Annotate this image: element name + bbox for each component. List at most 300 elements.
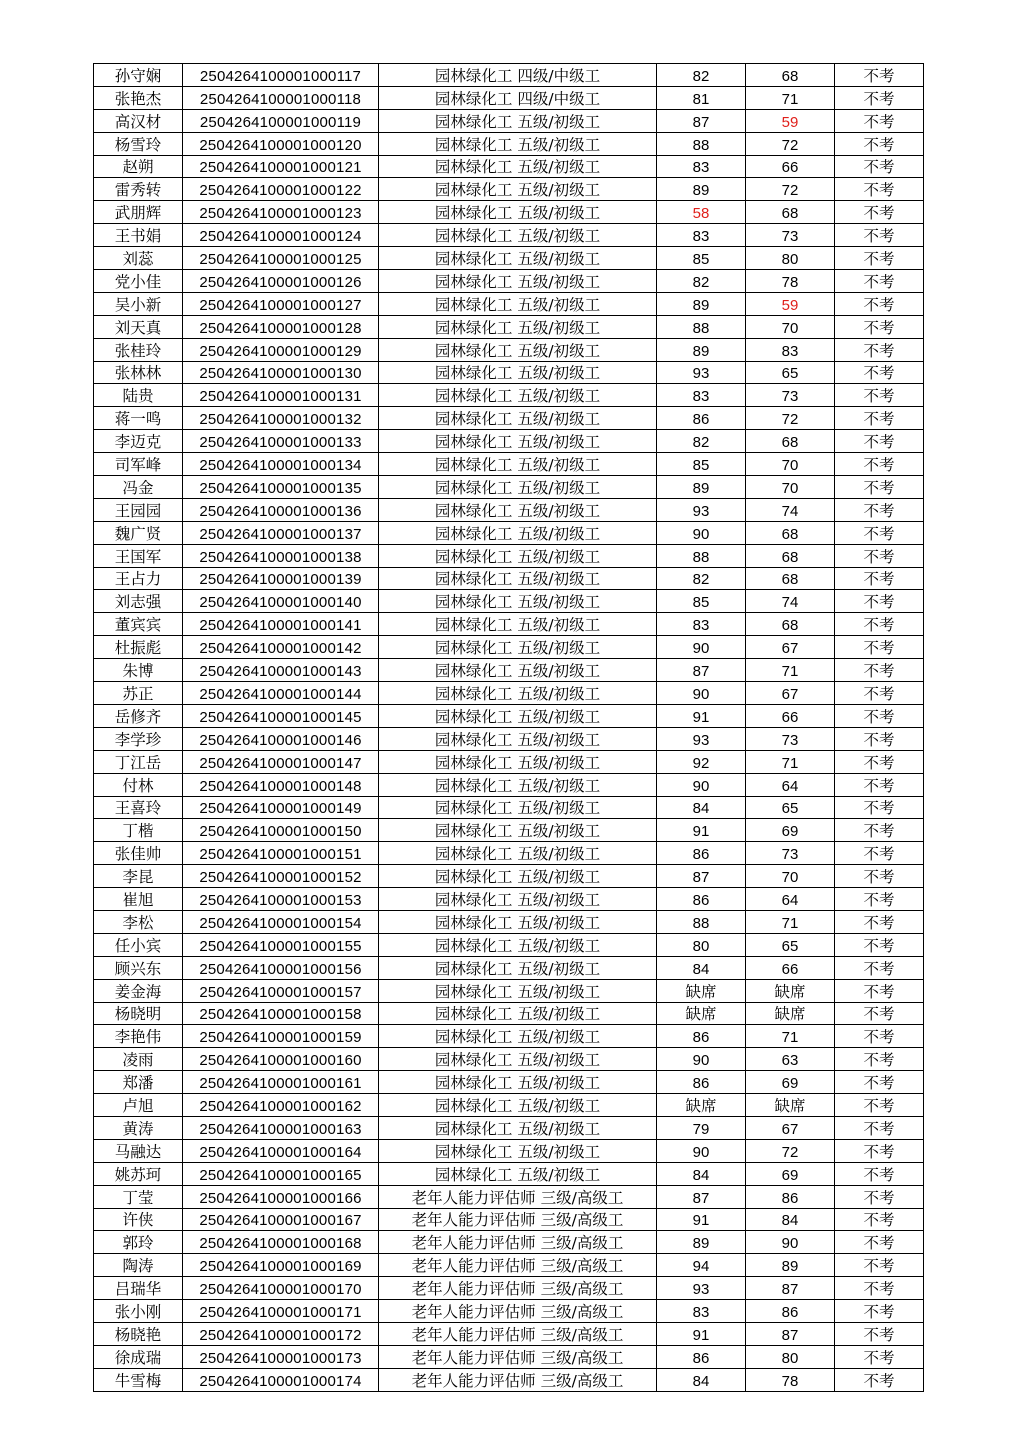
theory-score-cell: 缺席: [657, 1002, 746, 1025]
exam-id-cell: 2504264100001000145: [183, 704, 379, 727]
practical-score-cell: 68: [746, 64, 835, 87]
theory-score-cell: 81: [657, 86, 746, 109]
table-row: [94, 430, 924, 453]
occupation-level-cell: 园林绿化工 五级/初级工: [379, 910, 657, 933]
theory-score-cell: 84: [657, 1368, 746, 1391]
name-cell: 丁江岳: [94, 750, 183, 773]
practical-score-cell: 73: [746, 384, 835, 407]
name-cell: 王喜玲: [94, 796, 183, 819]
theory-score-cell: 92: [657, 750, 746, 773]
practical-score-cell: 86: [746, 1185, 835, 1208]
theory-score-cell: 86: [657, 1025, 746, 1048]
theory-score-cell: 86: [657, 888, 746, 911]
practical-score-cell: 70: [746, 865, 835, 888]
name-cell: 刘志强: [94, 590, 183, 613]
occupation-level-cell: 园林绿化工 五级/初级工: [379, 338, 657, 361]
theory-score-cell: 86: [657, 407, 746, 430]
name-cell: 吕瑞华: [94, 1277, 183, 1300]
remark-cell: 不考: [835, 1231, 924, 1254]
table-row: [94, 1208, 924, 1231]
name-cell: 刘天真: [94, 315, 183, 338]
table-body: [94, 64, 924, 1392]
exam-id-cell: 2504264100001000117: [183, 64, 379, 87]
occupation-level-cell: 园林绿化工 五级/初级工: [379, 1139, 657, 1162]
remark-cell: 不考: [835, 750, 924, 773]
practical-score-cell: 71: [746, 659, 835, 682]
remark-cell: 不考: [835, 659, 924, 682]
name-cell: 杨雪玲: [94, 132, 183, 155]
occupation-level-cell: 园林绿化工 五级/初级工: [379, 155, 657, 178]
name-cell: 李艳伟: [94, 1025, 183, 1048]
practical-score-cell: 65: [746, 933, 835, 956]
practical-score-cell: 83: [746, 338, 835, 361]
theory-score-cell: 88: [657, 910, 746, 933]
remark-cell: 不考: [835, 453, 924, 476]
exam-id-cell: 2504264100001000130: [183, 361, 379, 384]
remark-cell: 不考: [835, 1071, 924, 1094]
exam-id-cell: 2504264100001000154: [183, 910, 379, 933]
theory-score-cell: 87: [657, 1185, 746, 1208]
name-cell: 赵朔: [94, 155, 183, 178]
remark-cell: 不考: [835, 773, 924, 796]
remark-cell: 不考: [835, 384, 924, 407]
name-cell: 郭玲: [94, 1231, 183, 1254]
name-cell: 张艳杰: [94, 86, 183, 109]
occupation-level-cell: 园林绿化工 五级/初级工: [379, 1162, 657, 1185]
exam-id-cell: 2504264100001000163: [183, 1116, 379, 1139]
score-table: [93, 63, 924, 1392]
name-cell: 张小刚: [94, 1300, 183, 1323]
remark-cell: 不考: [835, 567, 924, 590]
occupation-level-cell: 老年人能力评估师 三级/高级工: [379, 1254, 657, 1277]
exam-id-cell: 2504264100001000129: [183, 338, 379, 361]
occupation-level-cell: 园林绿化工 五级/初级工: [379, 315, 657, 338]
table-row: [94, 201, 924, 224]
exam-id-cell: 2504264100001000160: [183, 1048, 379, 1071]
occupation-level-cell: 园林绿化工 五级/初级工: [379, 430, 657, 453]
practical-score-cell: 73: [746, 842, 835, 865]
name-cell: 牛雪梅: [94, 1368, 183, 1391]
exam-id-cell: 2504264100001000143: [183, 659, 379, 682]
remark-cell: 不考: [835, 1300, 924, 1323]
practical-score-cell: 71: [746, 86, 835, 109]
name-cell: 苏正: [94, 682, 183, 705]
practical-score-cell: 65: [746, 796, 835, 819]
occupation-level-cell: 老年人能力评估师 三级/高级工: [379, 1231, 657, 1254]
occupation-level-cell: 园林绿化工 五级/初级工: [379, 453, 657, 476]
name-cell: 顾兴东: [94, 956, 183, 979]
exam-id-cell: 2504264100001000157: [183, 979, 379, 1002]
practical-score-cell: 68: [746, 544, 835, 567]
exam-id-cell: 2504264100001000133: [183, 430, 379, 453]
exam-id-cell: 2504264100001000150: [183, 819, 379, 842]
practical-score-cell: 80: [746, 1345, 835, 1368]
remark-cell: 不考: [835, 544, 924, 567]
table-row: [94, 567, 924, 590]
occupation-level-cell: 老年人能力评估师 三级/高级工: [379, 1208, 657, 1231]
table-row: [94, 155, 924, 178]
occupation-level-cell: 园林绿化工 五级/初级工: [379, 590, 657, 613]
occupation-level-cell: 园林绿化工 五级/初级工: [379, 292, 657, 315]
name-cell: 杨晓明: [94, 1002, 183, 1025]
theory-score-cell: 85: [657, 453, 746, 476]
table-row: [94, 613, 924, 636]
occupation-level-cell: 老年人能力评估师 三级/高级工: [379, 1345, 657, 1368]
table-row: [94, 1231, 924, 1254]
theory-score-cell: 83: [657, 1300, 746, 1323]
table-row: [94, 1002, 924, 1025]
remark-cell: 不考: [835, 178, 924, 201]
occupation-level-cell: 园林绿化工 五级/初级工: [379, 384, 657, 407]
occupation-level-cell: 园林绿化工 五级/初级工: [379, 659, 657, 682]
theory-score-cell: 90: [657, 1048, 746, 1071]
occupation-level-cell: 园林绿化工 四级/中级工: [379, 86, 657, 109]
occupation-level-cell: 园林绿化工 五级/初级工: [379, 476, 657, 499]
table-row: [94, 933, 924, 956]
table-row: [94, 86, 924, 109]
table-row: [94, 1094, 924, 1117]
occupation-level-cell: 园林绿化工 五级/初级工: [379, 270, 657, 293]
remark-cell: 不考: [835, 727, 924, 750]
name-cell: 武朋辉: [94, 201, 183, 224]
practical-score-cell: 65: [746, 361, 835, 384]
exam-id-cell: 2504264100001000125: [183, 247, 379, 270]
theory-score-cell: 83: [657, 155, 746, 178]
practical-score-cell: 67: [746, 1116, 835, 1139]
name-cell: 王国军: [94, 544, 183, 567]
remark-cell: 不考: [835, 956, 924, 979]
practical-score-cell: 70: [746, 315, 835, 338]
theory-score-cell: 83: [657, 224, 746, 247]
exam-id-cell: 2504264100001000136: [183, 498, 379, 521]
exam-id-cell: 2504264100001000139: [183, 567, 379, 590]
table-row: [94, 292, 924, 315]
theory-score-cell: 88: [657, 315, 746, 338]
occupation-level-cell: 园林绿化工 五级/初级工: [379, 888, 657, 911]
remark-cell: 不考: [835, 819, 924, 842]
occupation-level-cell: 园林绿化工 五级/初级工: [379, 979, 657, 1002]
name-cell: 徐成瑞: [94, 1345, 183, 1368]
table-row: [94, 956, 924, 979]
table-row: [94, 796, 924, 819]
practical-score-cell: 87: [746, 1277, 835, 1300]
remark-cell: 不考: [835, 888, 924, 911]
occupation-level-cell: 园林绿化工 五级/初级工: [379, 361, 657, 384]
theory-score-cell: 89: [657, 476, 746, 499]
occupation-level-cell: 园林绿化工 五级/初级工: [379, 1048, 657, 1071]
practical-score-cell: 68: [746, 430, 835, 453]
table-row: [94, 1300, 924, 1323]
table-row: [94, 636, 924, 659]
table-row: [94, 1025, 924, 1048]
table-row: [94, 315, 924, 338]
table-row: [94, 1345, 924, 1368]
exam-id-cell: 2504264100001000168: [183, 1231, 379, 1254]
remark-cell: 不考: [835, 1345, 924, 1368]
remark-cell: 不考: [835, 636, 924, 659]
exam-id-cell: 2504264100001000128: [183, 315, 379, 338]
remark-cell: 不考: [835, 64, 924, 87]
table-row: [94, 132, 924, 155]
remark-cell: 不考: [835, 498, 924, 521]
name-cell: 杜振彪: [94, 636, 183, 659]
occupation-level-cell: 园林绿化工 五级/初级工: [379, 796, 657, 819]
name-cell: 党小佳: [94, 270, 183, 293]
exam-id-cell: 2504264100001000161: [183, 1071, 379, 1094]
practical-score-cell: 73: [746, 727, 835, 750]
theory-score-cell: 83: [657, 613, 746, 636]
table-row: [94, 910, 924, 933]
exam-id-cell: 2504264100001000121: [183, 155, 379, 178]
remark-cell: 不考: [835, 842, 924, 865]
exam-id-cell: 2504264100001000127: [183, 292, 379, 315]
occupation-level-cell: 园林绿化工 五级/初级工: [379, 750, 657, 773]
remark-cell: 不考: [835, 247, 924, 270]
name-cell: 崔旭: [94, 888, 183, 911]
table-row: [94, 1116, 924, 1139]
table-row: [94, 888, 924, 911]
exam-id-cell: 2504264100001000142: [183, 636, 379, 659]
practical-score-cell: 缺席: [746, 1094, 835, 1117]
practical-score-cell: 72: [746, 132, 835, 155]
name-cell: 蒋一鸣: [94, 407, 183, 430]
table-row: [94, 338, 924, 361]
table-row: [94, 1162, 924, 1185]
name-cell: 李迈克: [94, 430, 183, 453]
exam-id-cell: 2504264100001000151: [183, 842, 379, 865]
remark-cell: 不考: [835, 270, 924, 293]
occupation-level-cell: 园林绿化工 五级/初级工: [379, 544, 657, 567]
remark-cell: 不考: [835, 224, 924, 247]
occupation-level-cell: 老年人能力评估师 三级/高级工: [379, 1300, 657, 1323]
exam-id-cell: 2504264100001000138: [183, 544, 379, 567]
remark-cell: 不考: [835, 1254, 924, 1277]
practical-score-cell: 74: [746, 498, 835, 521]
remark-cell: 不考: [835, 910, 924, 933]
remark-cell: 不考: [835, 682, 924, 705]
exam-id-cell: 2504264100001000123: [183, 201, 379, 224]
practical-score-cell: 78: [746, 1368, 835, 1391]
practical-score-cell: 71: [746, 750, 835, 773]
theory-score-cell: 85: [657, 590, 746, 613]
exam-id-cell: 2504264100001000166: [183, 1185, 379, 1208]
exam-id-cell: 2504264100001000146: [183, 727, 379, 750]
theory-score-cell: 89: [657, 292, 746, 315]
practical-score-cell: 68: [746, 567, 835, 590]
theory-score-cell: 93: [657, 498, 746, 521]
table-row: [94, 476, 924, 499]
name-cell: 陆贵: [94, 384, 183, 407]
exam-id-cell: 2504264100001000172: [183, 1322, 379, 1345]
occupation-level-cell: 老年人能力评估师 三级/高级工: [379, 1185, 657, 1208]
practical-score-cell: 72: [746, 1139, 835, 1162]
table-row: [94, 453, 924, 476]
occupation-level-cell: 园林绿化工 五级/初级工: [379, 636, 657, 659]
table-row: [94, 178, 924, 201]
exam-id-cell: 2504264100001000120: [183, 132, 379, 155]
remark-cell: 不考: [835, 1322, 924, 1345]
occupation-level-cell: 园林绿化工 五级/初级工: [379, 682, 657, 705]
exam-id-cell: 2504264100001000156: [183, 956, 379, 979]
exam-id-cell: 2504264100001000167: [183, 1208, 379, 1231]
occupation-level-cell: 老年人能力评估师 三级/高级工: [379, 1368, 657, 1391]
remark-cell: 不考: [835, 613, 924, 636]
table-row: [94, 384, 924, 407]
theory-score-cell: 91: [657, 819, 746, 842]
theory-score-cell: 90: [657, 1139, 746, 1162]
name-cell: 杨晓艳: [94, 1322, 183, 1345]
occupation-level-cell: 园林绿化工 五级/初级工: [379, 842, 657, 865]
table-row: [94, 819, 924, 842]
remark-cell: 不考: [835, 796, 924, 819]
theory-score-cell: 91: [657, 704, 746, 727]
exam-id-cell: 2504264100001000131: [183, 384, 379, 407]
name-cell: 刘蕊: [94, 247, 183, 270]
name-cell: 黄涛: [94, 1116, 183, 1139]
practical-score-cell: 66: [746, 155, 835, 178]
theory-score-cell: 87: [657, 865, 746, 888]
occupation-level-cell: 老年人能力评估师 三级/高级工: [379, 1322, 657, 1345]
name-cell: 丁楷: [94, 819, 183, 842]
practical-score-cell: 87: [746, 1322, 835, 1345]
table-row: [94, 659, 924, 682]
table-row: [94, 727, 924, 750]
exam-id-cell: 2504264100001000135: [183, 476, 379, 499]
remark-cell: 不考: [835, 155, 924, 178]
occupation-level-cell: 园林绿化工 五级/初级工: [379, 865, 657, 888]
practical-score-cell: 68: [746, 613, 835, 636]
theory-score-cell: 83: [657, 384, 746, 407]
occupation-level-cell: 老年人能力评估师 三级/高级工: [379, 1277, 657, 1300]
practical-score-cell: 缺席: [746, 1002, 835, 1025]
name-cell: 朱博: [94, 659, 183, 682]
practical-score-cell: 缺席: [746, 979, 835, 1002]
remark-cell: 不考: [835, 201, 924, 224]
remark-cell: 不考: [835, 979, 924, 1002]
exam-id-cell: 2504264100001000137: [183, 521, 379, 544]
table-row: [94, 1185, 924, 1208]
name-cell: 吴小新: [94, 292, 183, 315]
practical-score-cell: 90: [746, 1231, 835, 1254]
theory-score-cell: 82: [657, 430, 746, 453]
exam-id-cell: 2504264100001000155: [183, 933, 379, 956]
table-row: [94, 750, 924, 773]
name-cell: 马融达: [94, 1139, 183, 1162]
theory-score-cell: 93: [657, 361, 746, 384]
theory-score-cell: 88: [657, 132, 746, 155]
name-cell: 姚苏珂: [94, 1162, 183, 1185]
remark-cell: 不考: [835, 1368, 924, 1391]
exam-id-cell: 2504264100001000148: [183, 773, 379, 796]
remark-cell: 不考: [835, 1002, 924, 1025]
theory-score-cell: 90: [657, 636, 746, 659]
remark-cell: 不考: [835, 1048, 924, 1071]
theory-score-cell: 87: [657, 659, 746, 682]
practical-score-cell: 63: [746, 1048, 835, 1071]
practical-score-cell: 84: [746, 1208, 835, 1231]
exam-id-cell: 2504264100001000164: [183, 1139, 379, 1162]
theory-score-cell: 89: [657, 178, 746, 201]
occupation-level-cell: 园林绿化工 五级/初级工: [379, 132, 657, 155]
remark-cell: 不考: [835, 1162, 924, 1185]
remark-cell: 不考: [835, 132, 924, 155]
name-cell: 凌雨: [94, 1048, 183, 1071]
theory-score-cell: 87: [657, 109, 746, 132]
practical-score-cell: 59: [746, 292, 835, 315]
theory-score-cell: 82: [657, 64, 746, 87]
table-row: [94, 590, 924, 613]
exam-id-cell: 2504264100001000118: [183, 86, 379, 109]
occupation-level-cell: 园林绿化工 四级/中级工: [379, 64, 657, 87]
remark-cell: 不考: [835, 1139, 924, 1162]
remark-cell: 不考: [835, 109, 924, 132]
exam-id-cell: 2504264100001000134: [183, 453, 379, 476]
theory-score-cell: 88: [657, 544, 746, 567]
theory-score-cell: 86: [657, 1071, 746, 1094]
occupation-level-cell: 园林绿化工 五级/初级工: [379, 727, 657, 750]
theory-score-cell: 82: [657, 270, 746, 293]
remark-cell: 不考: [835, 315, 924, 338]
table-row: [94, 109, 924, 132]
practical-score-cell: 86: [746, 1300, 835, 1323]
table-row: [94, 544, 924, 567]
occupation-level-cell: 园林绿化工 五级/初级工: [379, 704, 657, 727]
name-cell: 李学珍: [94, 727, 183, 750]
exam-id-cell: 2504264100001000126: [183, 270, 379, 293]
theory-score-cell: 80: [657, 933, 746, 956]
practical-score-cell: 69: [746, 1162, 835, 1185]
name-cell: 岳修齐: [94, 704, 183, 727]
name-cell: 张林林: [94, 361, 183, 384]
remark-cell: 不考: [835, 292, 924, 315]
table-row: [94, 979, 924, 1002]
remark-cell: 不考: [835, 86, 924, 109]
name-cell: 雷秀转: [94, 178, 183, 201]
remark-cell: 不考: [835, 1277, 924, 1300]
practical-score-cell: 72: [746, 407, 835, 430]
table-row: [94, 1071, 924, 1094]
exam-id-cell: 2504264100001000173: [183, 1345, 379, 1368]
theory-score-cell: 79: [657, 1116, 746, 1139]
table-row: [94, 361, 924, 384]
remark-cell: 不考: [835, 476, 924, 499]
occupation-level-cell: 园林绿化工 五级/初级工: [379, 1094, 657, 1117]
exam-id-cell: 2504264100001000170: [183, 1277, 379, 1300]
practical-score-cell: 70: [746, 453, 835, 476]
occupation-level-cell: 园林绿化工 五级/初级工: [379, 933, 657, 956]
name-cell: 丁莹: [94, 1185, 183, 1208]
remark-cell: 不考: [835, 1208, 924, 1231]
name-cell: 司军峰: [94, 453, 183, 476]
name-cell: 高汉材: [94, 109, 183, 132]
name-cell: 王占力: [94, 567, 183, 590]
table-row: [94, 773, 924, 796]
occupation-level-cell: 园林绿化工 五级/初级工: [379, 521, 657, 544]
theory-score-cell: 85: [657, 247, 746, 270]
name-cell: 董宾宾: [94, 613, 183, 636]
theory-score-cell: 91: [657, 1322, 746, 1345]
theory-score-cell: 93: [657, 1277, 746, 1300]
practical-score-cell: 67: [746, 682, 835, 705]
occupation-level-cell: 园林绿化工 五级/初级工: [379, 247, 657, 270]
table-row: [94, 521, 924, 544]
practical-score-cell: 74: [746, 590, 835, 613]
name-cell: 王园园: [94, 498, 183, 521]
exam-id-cell: 2504264100001000165: [183, 1162, 379, 1185]
theory-score-cell: 94: [657, 1254, 746, 1277]
theory-score-cell: 缺席: [657, 979, 746, 1002]
practical-score-cell: 69: [746, 1071, 835, 1094]
